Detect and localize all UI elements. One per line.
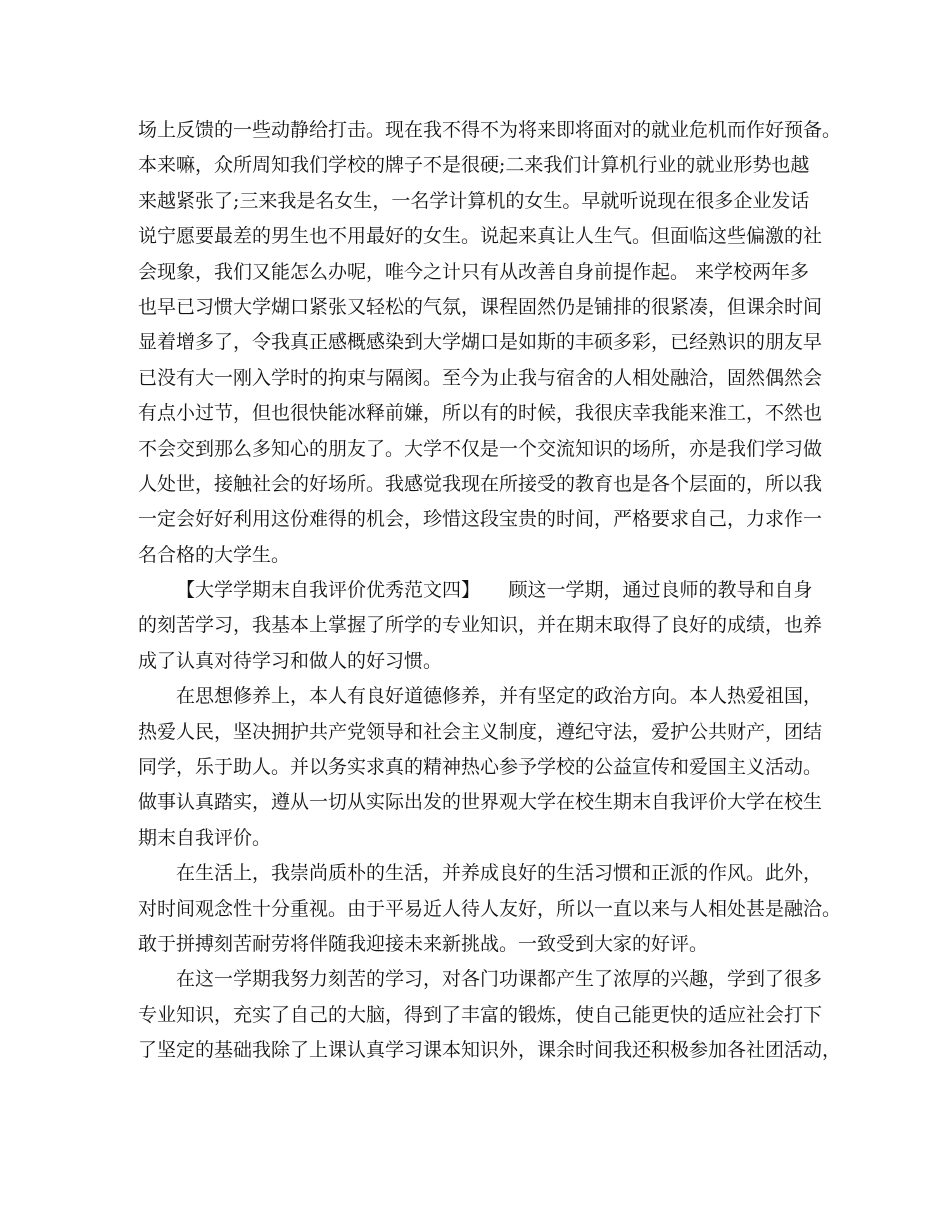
text-line: 专业知识，充实了自己的大脑，得到了丰富的锻炼，使自己能更快的适应社会打下 — [138, 1003, 823, 1026]
text-line: 会现象，我们又能怎么办呢，唯今之计只有从改善自身前提作起。 来学校两年多 — [138, 260, 810, 283]
text-line: 有点小过节，但也很快能冰释前嫌，所以有的时候，我很庆幸我能来淮工，不然也 — [138, 402, 823, 425]
text-line: 不会交到那么多知心的朋友了。大学不仅是一个交流知识的场所，亦是我们学习做 — [138, 437, 823, 460]
text-line: 一定会好好利用这份难得的机会，珍惜这段宝贵的时间，严格要求自己，力求作一 — [138, 508, 823, 531]
text-line: 成了认真对待学习和做人的好习惯。 — [138, 649, 443, 672]
paragraph-start-line: 在这一学期我努力刻苦的学习，对各门功课都产生了浓厚的兴趣，学到了很多 — [176, 968, 823, 991]
text-line: 敢于拼搏刻苦耐劳将伴随我迎接未来新挑战。一致受到大家的好评。 — [138, 932, 709, 955]
section-heading-line: 【大学学期末自我评价优秀范文四】 顾这一学期，通过良师的教导和自身 — [176, 579, 813, 602]
text-line: 场上反馈的一些动静给打击。现在我不得不为将来即将面对的就业危机而作好预备。 — [138, 119, 842, 141]
document-body — [138, 113, 842, 1069]
text-line: 人处世，接触社会的好场所。我感觉我现在所接受的教育也是各个层面的，所以我 — [138, 472, 823, 495]
text-line: 显着增多了，令我真正感概感染到大学煳口是如斯的丰硕多彩，已经熟识的朋友早 — [138, 331, 823, 354]
text-line: 做事认真踏实，遵从一切从实际出发的世界观大学在校生期末自我评价大学在校生 — [138, 791, 823, 814]
text-line: 对时间观念性十分重视。由于平易近人待人友好，所以一直以来与人相处甚是融洽。 — [138, 897, 842, 920]
text-line: 了坚定的基础我除了上课认真学习课本知识外，课余时间我还积极参加各社团活动， — [138, 1039, 842, 1062]
text-line: 同学，乐于助人。并以务实求真的精神热心参予学校的公益宣传和爱国主义活动。 — [138, 756, 823, 779]
text-line: 已没有大一刚入学时的拘束与隔阂。至今为止我与宿舍的人相处融洽，固然偶然会 — [138, 366, 823, 389]
text-line: 也早已习惯大学煳口紧张又轻松的气氛，课程固然仍是铺排的很紧凑，但课余时间 — [138, 295, 823, 318]
text-line: 来越紧张了;三来我是名女生，一名学计算机的女生。早就听说现在很多企业发话 — [138, 189, 810, 212]
text-line: 说宁愿要最差的男生也不用最好的女生。说起来真让人生气。但面临这些偏激的社 — [138, 225, 823, 248]
paragraph-start-line: 在思想修养上，本人有良好道德修养，并有坚定的政治方向。本人热爱祖国， — [176, 685, 823, 708]
paragraph-start-line: 在生活上，我崇尚质朴的生活，并养成良好的生活习惯和正派的作风。此外， — [176, 862, 823, 885]
text-line: 名合格的大学生。 — [138, 543, 291, 566]
text-line: 热爱人民，坚决拥护共产党领导和社会主义制度，遵纪守法，爱护公共财产，团结 — [138, 720, 823, 743]
text-line: 本来嘛，众所周知我们学校的牌子不是很硬;二来我们计算机行业的就业形势也越 — [138, 154, 810, 177]
text-line: 期末自我评价。 — [138, 826, 272, 849]
text-line: 的刻苦学习，我基本上掌握了所学的专业知识，并在期末取得了良好的成绩，也养 — [138, 614, 823, 637]
